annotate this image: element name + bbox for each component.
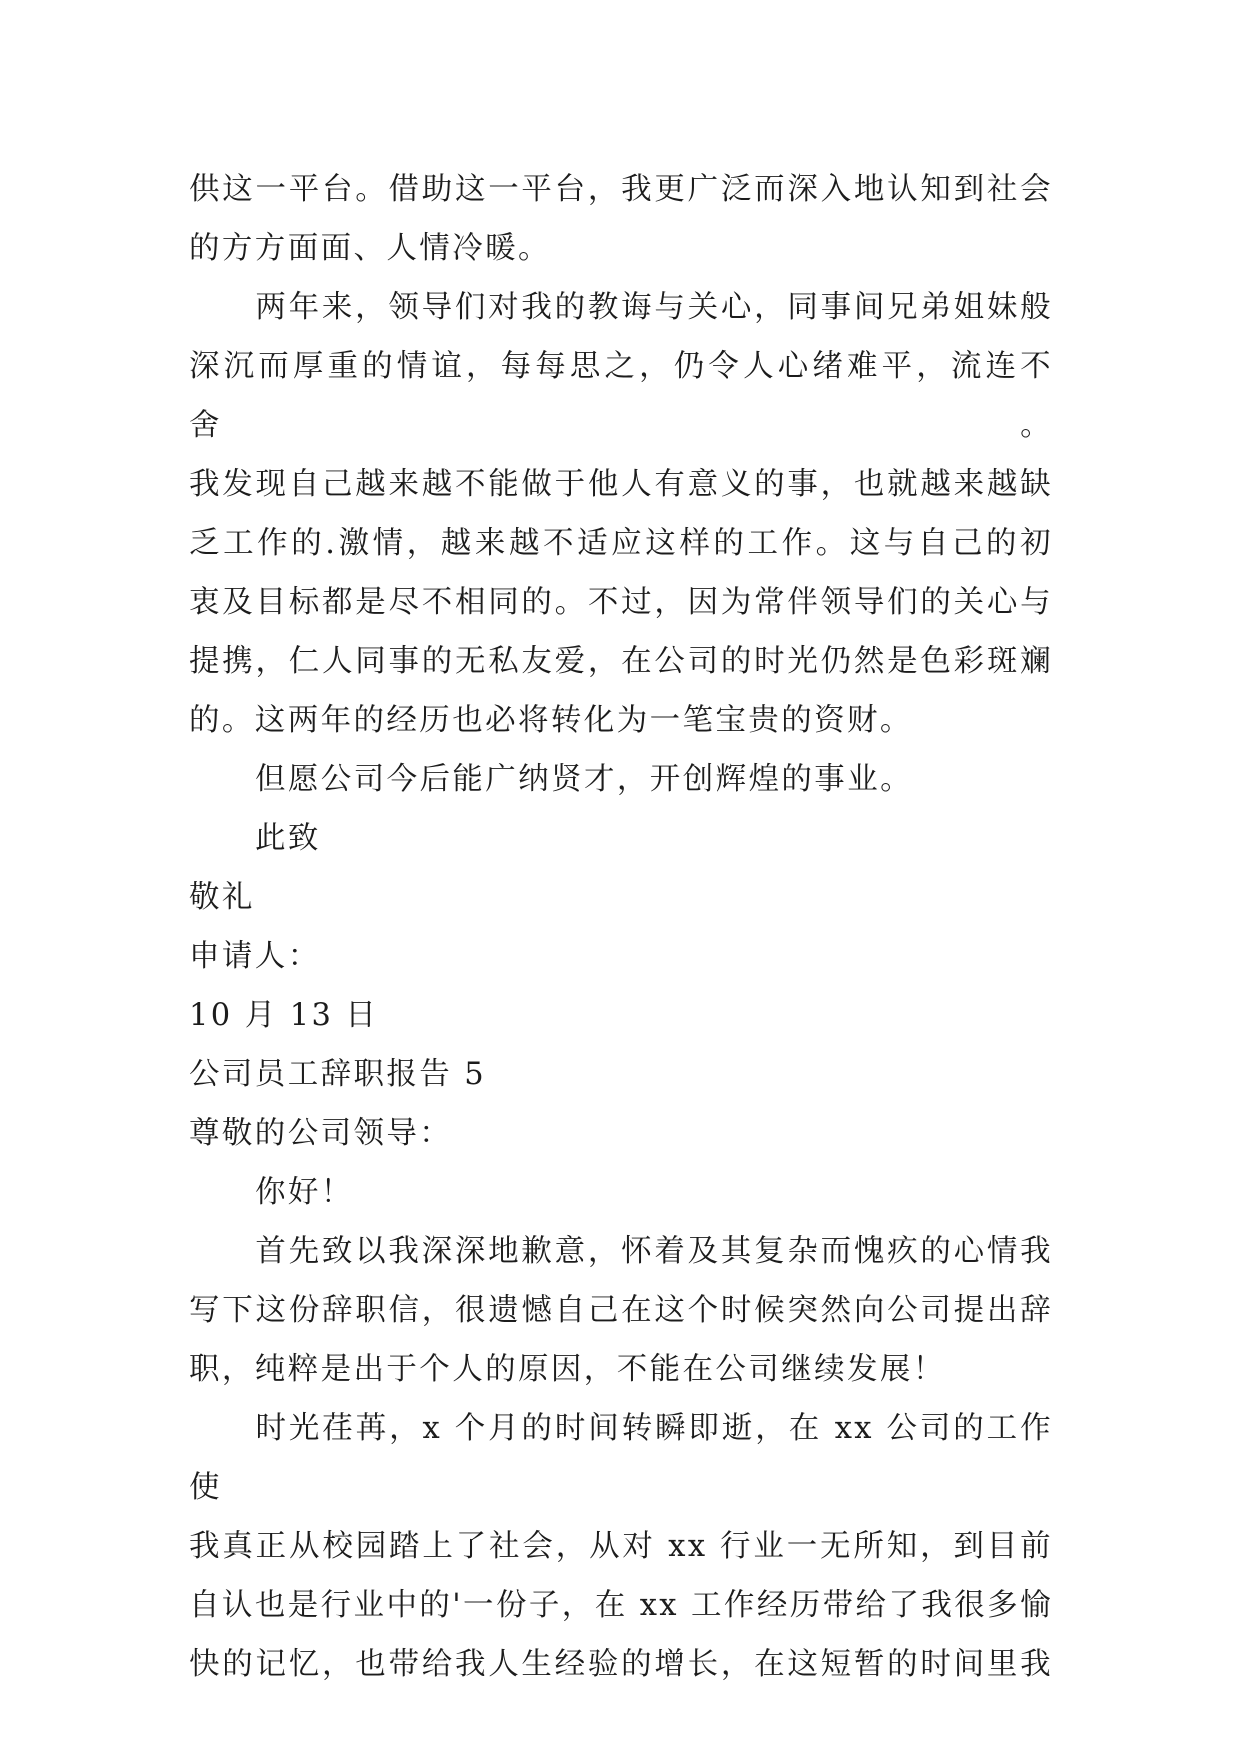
date-line: 10 月 13 日: [189, 998, 379, 1033]
text-line: 衷及目标都是尽不相同的。不过，因为常伴领导们的关心与: [189, 585, 1053, 620]
text-line: 自认也是行业中的'一份子，在 xx 工作经历带给了我很多愉: [189, 1588, 1053, 1623]
text-span: 两年来，领导们对我的教诲与关心，同事间兄弟姐妹般: [255, 290, 1053, 325]
text-line: 写下这份辞职信，很遗憾自己在这个时候突然向公司提出辞: [189, 1293, 1053, 1328]
text-line: 深沉而厚重的情谊，每每思之，仍令人心绪难平，流连不舍。: [189, 349, 1053, 443]
text-line: [189, 278, 1053, 337]
salutation: 敬礼: [189, 880, 255, 915]
paragraph-4: [189, 1222, 1053, 1399]
text-line: 职，纯粹是出于个人的原因，不能在公司继续发展！: [189, 1352, 946, 1387]
text-span: 时光荏苒，x 个月的时间转瞬即逝，在 xx 公司的工作使: [189, 1411, 1053, 1505]
text-line: 的。这两年的经历也必将转化为一笔宝贵的资财。: [189, 703, 913, 738]
text-line: 供这一平台。借助这一平台，我更广泛而深入地认知到社会: [189, 172, 1053, 207]
text-line: 的方方面面、人情冷暖。: [189, 231, 551, 266]
text-line: 我真正从校园踏上了社会，从对 xx 行业一无所知，到目前: [189, 1529, 1053, 1564]
paragraph-1: [189, 160, 1053, 278]
text-line: 我发现自己越来越不能做于他人有意义的事，也就越来越缺: [189, 467, 1053, 502]
closing-line: [189, 809, 1053, 868]
text-line: 快的记忆，也带给我人生经验的增长，在这短暂的时间里我: [189, 1647, 1053, 1682]
paragraph-2: [189, 278, 1053, 750]
greeting-line: [189, 1163, 1053, 1222]
closing-text: 此致: [255, 821, 321, 856]
text-line: [189, 1399, 1053, 1517]
text-line: 提携，仁人同事的无私友爱，在公司的时光仍然是色彩斑斓: [189, 644, 1053, 679]
paragraph-3: [189, 750, 1053, 809]
applicant-label: 申请人：: [189, 939, 321, 974]
text-line: 乏工作的.激情，越来越不适应这样的工作。这与自己的初: [189, 526, 1053, 561]
paragraph-5: [189, 1399, 1053, 1694]
text-span: 但愿公司今后能广纳贤才，开创辉煌的事业。: [255, 762, 913, 797]
text-span: 首先致以我深深地歉意，怀着及其复杂而愧疚的心情我: [255, 1234, 1053, 1269]
text-line: [189, 1222, 1053, 1281]
greeting-text: 你好！: [255, 1175, 354, 1210]
document-body: [189, 160, 1053, 1694]
section-title: 公司员工辞职报告 5: [189, 1057, 487, 1092]
addressee: 尊敬的公司领导：: [189, 1116, 453, 1151]
